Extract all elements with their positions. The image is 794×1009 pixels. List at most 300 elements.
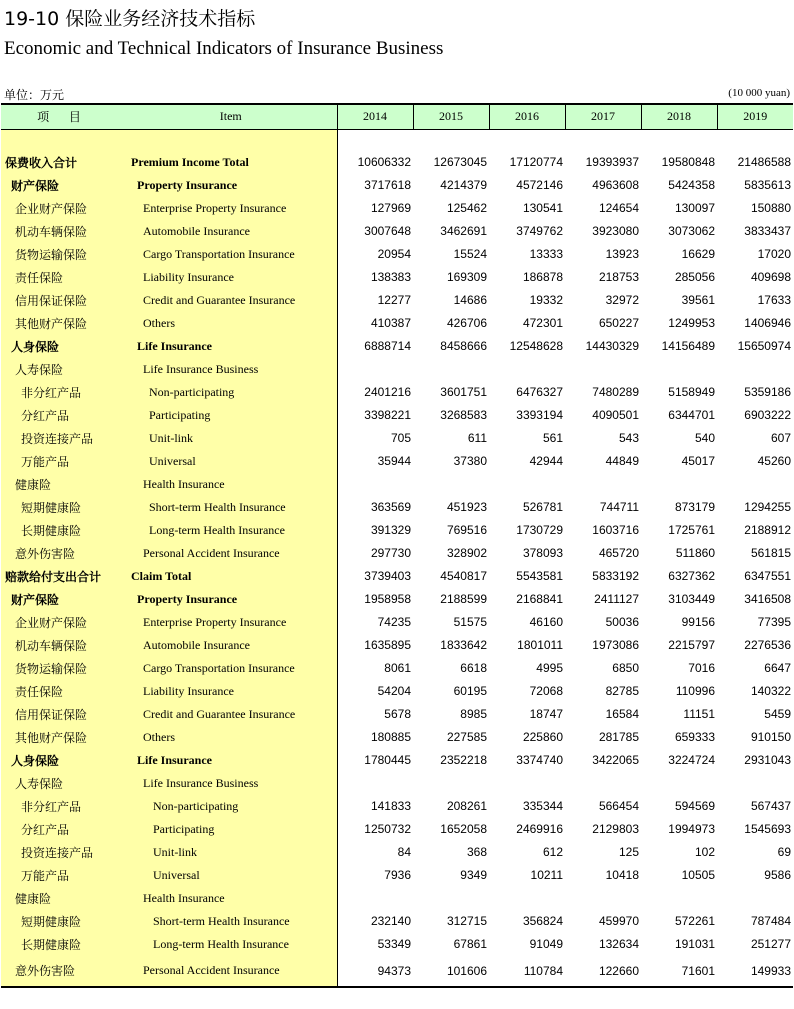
value-cell: 1635895 [364, 638, 411, 652]
value-cell: 363569 [370, 500, 411, 514]
value-cell [565, 473, 641, 496]
value-cell: 540 [694, 431, 715, 445]
value-cell [337, 887, 413, 910]
value-cell: 1652058 [440, 822, 487, 836]
table-row [1, 335, 793, 358]
row-label-cn: 赔款给付支出合计 [1, 565, 125, 588]
row-label-cn: 长期健康险 [1, 933, 125, 956]
value-cell: 3224724 [668, 753, 715, 767]
table-row [1, 818, 793, 841]
value-cell [641, 887, 717, 910]
header-year: 2015 [413, 104, 489, 129]
value-cell: 110996 [675, 684, 715, 698]
value-cell: 138383 [370, 270, 411, 284]
value-cell: 72068 [529, 684, 563, 698]
row-label-cn: 保费收入合计 [1, 151, 125, 174]
value-cell: 37380 [453, 454, 487, 468]
row-label-en: Liability Insurance [125, 266, 337, 289]
value-cell: 769516 [446, 523, 487, 537]
value-cell: 10418 [605, 868, 639, 882]
table-row [1, 312, 793, 335]
value-cell: 511860 [675, 546, 715, 560]
value-cell: 6476327 [516, 385, 563, 399]
value-cell: 3374740 [516, 753, 563, 767]
value-cell: 84 [397, 845, 411, 859]
value-cell: 7016 [688, 661, 715, 675]
unit-label-cn: 单位：万元 [4, 88, 65, 102]
value-cell: 91049 [529, 937, 563, 951]
row-label-cn: 其他财产保险 [1, 312, 125, 335]
value-cell [565, 887, 641, 910]
table-row [1, 703, 793, 726]
value-cell: 6647 [764, 661, 791, 675]
row-label-cn: 健康险 [1, 887, 125, 910]
value-cell: 2931043 [744, 753, 791, 767]
row-label-cn: 财产保险 [1, 174, 125, 197]
value-cell: 561815 [750, 546, 791, 560]
value-cell: 2401216 [364, 385, 411, 399]
row-label-en: Property Insurance [125, 174, 337, 197]
value-cell: 6344701 [668, 408, 715, 422]
value-cell: 8985 [460, 707, 487, 721]
row-label-cn: 非分红产品 [1, 795, 125, 818]
value-cell: 191031 [674, 937, 715, 951]
row-label-en: Credit and Guarantee Insurance [125, 289, 337, 312]
table-row [1, 772, 793, 795]
row-label-en: Life Insurance [125, 749, 337, 772]
value-cell: 368 [466, 845, 487, 859]
row-label-cn: 货物运输保险 [1, 657, 125, 680]
value-cell: 45017 [681, 454, 715, 468]
value-cell: 8061 [384, 661, 411, 675]
value-cell [337, 473, 413, 496]
value-cell: 169309 [446, 270, 487, 284]
value-cell: 3749762 [516, 224, 563, 238]
table-row [1, 174, 793, 197]
table-row [1, 657, 793, 680]
value-cell: 1833642 [440, 638, 487, 652]
table-row [1, 542, 793, 565]
table-row [1, 289, 793, 312]
value-cell: 3462691 [440, 224, 487, 238]
value-cell: 1545693 [744, 822, 791, 836]
value-cell: 2352218 [440, 753, 487, 767]
value-cell: 54204 [377, 684, 411, 698]
value-cell: 5158949 [668, 385, 715, 399]
table-row [1, 841, 793, 864]
header-item-en: Item [125, 104, 337, 129]
value-cell: 1994973 [668, 822, 715, 836]
row-label-en: Health Insurance [125, 887, 337, 910]
table-row [1, 404, 793, 427]
value-cell: 15524 [453, 247, 487, 261]
value-cell: 1603716 [592, 523, 639, 537]
value-cell: 612 [542, 845, 563, 859]
value-cell: 19580848 [661, 155, 715, 169]
value-cell [717, 358, 793, 381]
value-cell: 472301 [522, 316, 563, 330]
row-label-en: Personal Accident Insurance [125, 956, 337, 987]
row-label-cn: 责任保险 [1, 680, 125, 703]
value-cell [489, 887, 565, 910]
value-cell [413, 473, 489, 496]
value-cell: 526781 [522, 500, 563, 514]
value-cell: 409698 [750, 270, 791, 284]
value-cell: 281785 [598, 730, 639, 744]
row-label-en: Automobile Insurance [125, 634, 337, 657]
row-label-cn: 人寿保险 [1, 358, 125, 381]
table-row [1, 151, 793, 174]
value-cell: 77395 [757, 615, 791, 629]
value-cell: 451923 [446, 500, 487, 514]
value-cell: 12548628 [509, 339, 563, 353]
value-cell: 14156489 [661, 339, 715, 353]
value-cell: 659333 [674, 730, 715, 744]
row-label-cn: 投资连接产品 [1, 841, 125, 864]
value-cell: 873179 [674, 500, 715, 514]
header-year: 2014 [337, 104, 413, 129]
table-row [1, 726, 793, 749]
value-cell: 4995 [536, 661, 563, 675]
value-cell: 17020 [757, 247, 791, 261]
value-cell [413, 887, 489, 910]
row-label-cn: 意外伤害险 [1, 956, 125, 987]
value-cell: 141833 [370, 799, 411, 813]
header-year: 2019 [717, 104, 793, 129]
table-title-cn: 19-10 保险业务经济技术指标 [4, 8, 256, 30]
value-cell: 1250732 [364, 822, 411, 836]
value-cell [641, 772, 717, 795]
unit-label-en: (10 000 yuan) [728, 87, 790, 99]
value-cell: 3601751 [440, 385, 487, 399]
value-cell: 110784 [489, 956, 565, 987]
row-label-en: Long-term Health Insurance [125, 933, 337, 956]
value-cell: 39561 [681, 293, 715, 307]
value-cell: 410387 [370, 316, 411, 330]
value-cell: 2188912 [744, 523, 791, 537]
value-cell: 60195 [453, 684, 487, 698]
row-label-cn: 企业财产保险 [1, 611, 125, 634]
row-label-cn: 意外伤害险 [1, 542, 125, 565]
value-cell: 19332 [529, 293, 563, 307]
value-cell: 1801011 [517, 638, 563, 652]
value-cell: 312715 [446, 914, 487, 928]
value-cell: 1958958 [364, 592, 411, 606]
row-label-cn: 人身保险 [1, 335, 125, 358]
value-cell: 10211 [530, 868, 563, 882]
row-label-cn: 信用保证保险 [1, 289, 125, 312]
row-label-cn: 人身保险 [1, 749, 125, 772]
value-cell: 6850 [612, 661, 639, 675]
value-cell: 10505 [681, 868, 715, 882]
value-cell: 132634 [598, 937, 639, 951]
value-cell [641, 358, 717, 381]
value-cell: 1973086 [592, 638, 639, 652]
row-label-en: Participating [125, 818, 337, 841]
row-label-en: Universal [125, 864, 337, 887]
value-cell: 6618 [460, 661, 487, 675]
value-cell: 218753 [598, 270, 639, 284]
value-cell: 69 [777, 845, 791, 859]
table-row [1, 243, 793, 266]
value-cell: 19393937 [585, 155, 639, 169]
value-cell: 42944 [529, 454, 563, 468]
value-cell: 125 [618, 845, 639, 859]
row-label-en: Universal [125, 450, 337, 473]
value-cell: 71601 [641, 956, 717, 987]
table-row [1, 381, 793, 404]
value-cell: 46160 [529, 615, 563, 629]
value-cell: 14430329 [585, 339, 639, 353]
value-cell: 3739403 [364, 569, 411, 583]
value-cell: 9349 [460, 868, 487, 882]
header-year: 2017 [565, 104, 641, 129]
table-row [1, 956, 793, 987]
value-cell: 122660 [565, 956, 641, 987]
value-cell: 328902 [446, 546, 487, 560]
row-label-en: Life Insurance Business [125, 772, 337, 795]
value-cell [337, 358, 413, 381]
value-cell [337, 772, 413, 795]
value-cell: 6327362 [668, 569, 715, 583]
value-cell: 6888714 [364, 339, 411, 353]
value-cell: 567437 [750, 799, 791, 813]
value-cell: 459970 [598, 914, 639, 928]
value-cell: 13923 [605, 247, 639, 261]
value-cell: 124654 [598, 201, 639, 215]
value-cell: 465720 [598, 546, 639, 560]
value-cell: 8458666 [440, 339, 487, 353]
table-row [1, 795, 793, 818]
row-label-en: Non-participating [125, 795, 337, 818]
value-cell: 572261 [674, 914, 715, 928]
value-cell: 15650974 [737, 339, 791, 353]
header-item-cn: 项 目 [1, 104, 125, 129]
table-row [1, 220, 793, 243]
row-label-en: Cargo Transportation Insurance [125, 243, 337, 266]
value-cell: 150880 [750, 201, 791, 215]
value-cell: 9586 [764, 868, 791, 882]
table-row [1, 473, 793, 496]
row-label-en: Claim Total [125, 565, 337, 588]
row-label-cn: 万能产品 [1, 864, 125, 887]
value-cell: 12277 [377, 293, 411, 307]
value-cell: 2411127 [594, 592, 639, 606]
value-cell: 130541 [522, 201, 563, 215]
value-cell: 130097 [674, 201, 715, 215]
value-cell: 297730 [370, 546, 411, 560]
value-cell: 5543581 [516, 569, 563, 583]
table-row [1, 427, 793, 450]
table-row [1, 358, 793, 381]
value-cell: 6347551 [744, 569, 791, 583]
table-row [1, 519, 793, 542]
value-cell: 3398221 [364, 408, 411, 422]
header-year: 2018 [641, 104, 717, 129]
value-cell: 1730729 [516, 523, 563, 537]
row-label-cn: 人寿保险 [1, 772, 125, 795]
table-row [1, 496, 793, 519]
value-cell: 11151 [683, 707, 715, 721]
row-label-en: Premium Income Total [125, 151, 337, 174]
row-label-en: Life Insurance [125, 335, 337, 358]
value-cell: 4214379 [440, 178, 487, 192]
table-row [1, 611, 793, 634]
row-label-cn: 机动车辆保险 [1, 220, 125, 243]
table-title-en: Economic and Technical Indicators of Insurance Business [4, 38, 444, 59]
value-cell: 1780445 [364, 753, 411, 767]
header-row [1, 104, 793, 129]
spacer-row [1, 129, 793, 151]
row-label-en: Liability Insurance [125, 680, 337, 703]
value-cell: 10606332 [357, 155, 411, 169]
value-cell: 6903222 [744, 408, 791, 422]
row-label-cn: 投资连接产品 [1, 427, 125, 450]
value-cell: 18747 [529, 707, 563, 721]
value-cell [717, 887, 793, 910]
value-cell: 180885 [370, 730, 411, 744]
value-cell: 127969 [370, 201, 411, 215]
value-cell: 7936 [384, 868, 411, 882]
row-label-en: Others [125, 726, 337, 749]
value-cell: 561 [542, 431, 563, 445]
value-cell: 5833192 [592, 569, 639, 583]
value-cell: 2215797 [668, 638, 715, 652]
value-cell: 101606 [413, 956, 489, 987]
table-row [1, 450, 793, 473]
value-cell: 611 [467, 431, 487, 445]
value-cell: 650227 [598, 316, 639, 330]
value-cell: 125462 [446, 201, 487, 215]
value-cell: 5835613 [744, 178, 791, 192]
row-label-cn: 长期健康险 [1, 519, 125, 542]
table-row [1, 749, 793, 772]
value-cell: 787484 [750, 914, 791, 928]
row-label-cn: 财产保险 [1, 588, 125, 611]
value-cell: 3422065 [592, 753, 639, 767]
value-cell: 149933 [717, 956, 793, 987]
value-cell: 186878 [522, 270, 563, 284]
value-cell: 99156 [681, 615, 715, 629]
value-cell [489, 772, 565, 795]
value-cell: 16629 [681, 247, 715, 261]
value-cell: 5424358 [668, 178, 715, 192]
value-cell: 16584 [605, 707, 639, 721]
value-cell: 44849 [605, 454, 639, 468]
value-cell: 1725761 [668, 523, 715, 537]
table-row [1, 887, 793, 910]
value-cell: 21486588 [737, 155, 791, 169]
value-cell: 74235 [377, 615, 411, 629]
value-cell [641, 473, 717, 496]
row-label-cn: 短期健康险 [1, 910, 125, 933]
value-cell: 50036 [605, 615, 639, 629]
value-cell: 4572146 [516, 178, 563, 192]
row-label-cn: 其他财产保险 [1, 726, 125, 749]
value-cell: 53349 [377, 937, 411, 951]
row-label-cn: 信用保证保险 [1, 703, 125, 726]
value-cell [717, 772, 793, 795]
value-cell: 2188599 [440, 592, 487, 606]
row-label-cn: 万能产品 [1, 450, 125, 473]
row-label-en: Property Insurance [125, 588, 337, 611]
row-label-cn: 分红产品 [1, 818, 125, 841]
value-cell: 391329 [370, 523, 411, 537]
row-label-en: Credit and Guarantee Insurance [125, 703, 337, 726]
value-cell: 251277 [750, 937, 791, 951]
value-cell: 5359186 [744, 385, 791, 399]
row-label-en: Others [125, 312, 337, 335]
value-cell: 2276536 [744, 638, 791, 652]
value-cell: 94373 [337, 956, 413, 987]
row-label-cn: 健康险 [1, 473, 125, 496]
row-label-en: Unit-link [125, 427, 337, 450]
value-cell: 3073062 [668, 224, 715, 238]
value-cell: 910150 [750, 730, 791, 744]
row-label-cn: 货物运输保险 [1, 243, 125, 266]
header-year: 2016 [489, 104, 565, 129]
value-cell: 2469916 [516, 822, 563, 836]
value-cell: 3717618 [364, 178, 411, 192]
value-cell: 356824 [522, 914, 563, 928]
value-cell: 594569 [674, 799, 715, 813]
value-cell: 285056 [674, 270, 715, 284]
row-label-en: Long-term Health Insurance [125, 519, 337, 542]
table-body [1, 129, 793, 987]
row-label-en: Cargo Transportation Insurance [125, 657, 337, 680]
value-cell: 2168841 [516, 592, 563, 606]
row-label-en: Personal Accident Insurance [125, 542, 337, 565]
value-cell: 7480289 [592, 385, 639, 399]
table-row [1, 565, 793, 588]
value-cell: 67861 [453, 937, 487, 951]
value-cell: 12673045 [433, 155, 487, 169]
table-row [1, 680, 793, 703]
table-row [1, 634, 793, 657]
table-row [1, 197, 793, 220]
value-cell: 426706 [446, 316, 487, 330]
value-cell: 4540817 [440, 569, 487, 583]
row-label-en: Life Insurance Business [125, 358, 337, 381]
indicators-table [1, 103, 793, 988]
row-label-cn: 责任保险 [1, 266, 125, 289]
value-cell: 1294255 [744, 500, 791, 514]
value-cell: 3007648 [364, 224, 411, 238]
row-label-cn: 短期健康险 [1, 496, 125, 519]
row-label-en: Automobile Insurance [125, 220, 337, 243]
row-label-cn: 企业财产保险 [1, 197, 125, 220]
value-cell: 35944 [377, 454, 411, 468]
table-row [1, 864, 793, 887]
table-row [1, 588, 793, 611]
value-cell: 2129803 [592, 822, 639, 836]
value-cell: 5678 [384, 707, 411, 721]
value-cell: 32972 [605, 293, 639, 307]
value-cell: 3268583 [440, 408, 487, 422]
table-row [1, 933, 793, 956]
value-cell [565, 358, 641, 381]
row-label-en: Enterprise Property Insurance [125, 197, 337, 220]
value-cell: 566454 [598, 799, 639, 813]
value-cell: 3393194 [516, 408, 563, 422]
row-label-en: Non-participating [125, 381, 337, 404]
row-label-en: Short-term Health Insurance [125, 496, 337, 519]
value-cell: 5459 [764, 707, 791, 721]
value-cell: 102 [694, 845, 715, 859]
value-cell: 607 [770, 431, 791, 445]
value-cell: 4090501 [592, 408, 639, 422]
table-row [1, 266, 793, 289]
